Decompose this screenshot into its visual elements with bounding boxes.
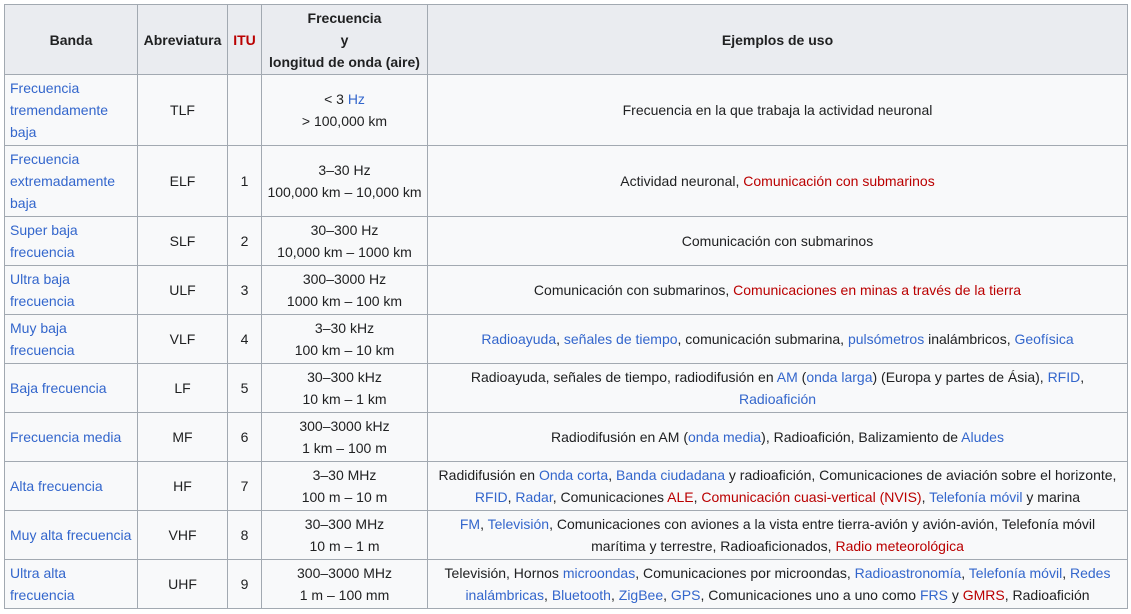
text-segment: , [480, 516, 488, 532]
table-row [5, 413, 1128, 462]
text-segment: , [544, 587, 552, 603]
uses-cell [428, 75, 1128, 146]
frequency-cell [262, 511, 428, 560]
band-name-line: Muy baja [10, 320, 67, 336]
wiki-link[interactable]: Redes [1069, 565, 1111, 581]
header-frecuencia-line1: Frecuencia [307, 9, 382, 26]
itu-cell: 9 [228, 560, 262, 609]
text-segment: , [663, 587, 671, 603]
text-segment: ( [797, 369, 807, 385]
frequency-line [267, 513, 422, 535]
text-segment: 1000 km – 100 km [286, 293, 403, 309]
wiki-link[interactable]: Aludes [961, 429, 1004, 445]
band-name-line: Alta frecuencia [10, 478, 103, 494]
text-segment: Radidifusión en [438, 467, 539, 483]
wiki-link[interactable]: Telefonía móvil [968, 565, 1063, 581]
itu-cell: 7 [228, 462, 262, 511]
wiki-link[interactable]: señales de tiempo [563, 331, 678, 347]
frequency-line [267, 562, 422, 584]
uses-cell [428, 560, 1128, 609]
text-segment: 300–3000 Hz [302, 271, 387, 287]
header-frecuencia-line2: y [340, 31, 349, 48]
frequency-cell [262, 315, 428, 364]
band-name-line: baja [10, 195, 37, 211]
uses-line [433, 562, 1122, 584]
wiki-link[interactable]: Bluetooth [551, 587, 611, 603]
wiki-link[interactable]: RFID [474, 489, 508, 505]
header-frecuencia-line3: longitud de onda (aire) [269, 53, 420, 70]
frequency-bands-table [4, 4, 1128, 609]
text-segment: Comunicación con submarinos, [533, 282, 734, 298]
frequency-line [267, 415, 422, 437]
abbreviation-cell: UHF [138, 560, 228, 609]
uses-line [433, 486, 1122, 508]
frequency-line [267, 317, 422, 339]
table-row [5, 511, 1128, 560]
wiki-link[interactable]: microondas [562, 565, 636, 581]
band-name-line: Frecuencia [10, 151, 80, 167]
wiki-link[interactable]: inalámbricas [465, 587, 545, 603]
text-segment: ), Radioafición, Balizamiento de [761, 429, 962, 445]
band-name-line: Ultra baja [10, 271, 70, 287]
abbreviation-cell: VHF [138, 511, 228, 560]
header-abreviatura[interactable]: Abreviatura [138, 5, 228, 75]
frequency-cell [262, 364, 428, 413]
redlink[interactable]: Comunicaciones en minas a través de la tierra [733, 282, 1022, 298]
uses-cell [428, 217, 1128, 266]
band-cell [5, 364, 138, 413]
uses-line [433, 279, 1122, 301]
abbreviation-cell: ELF [138, 146, 228, 217]
uses-line [433, 584, 1122, 606]
band-cell [5, 146, 138, 217]
wiki-link[interactable]: Banda ciudadana [616, 467, 725, 483]
uses-cell [428, 413, 1128, 462]
frequency-cell [262, 462, 428, 511]
band-link[interactable] [10, 426, 132, 448]
text-segment: Radiodifusión en AM ( [551, 429, 688, 445]
band-name-line: extremadamente [10, 173, 116, 189]
uses-cell [428, 146, 1128, 217]
band-name-line: Frecuencia [10, 80, 80, 96]
text-segment: , [1062, 565, 1070, 581]
wiki-link[interactable]: Radar [515, 489, 553, 505]
wiki-link[interactable]: Radioayuda [481, 331, 557, 347]
abbreviation-cell: LF [138, 364, 228, 413]
frequency-line [267, 437, 422, 459]
itu-cell: 3 [228, 266, 262, 315]
frequency-cell [262, 413, 428, 462]
band-cell [5, 511, 138, 560]
text-segment: 100 km – 10 km [294, 342, 395, 358]
wiki-link[interactable]: Onda corta [538, 467, 609, 483]
wiki-link[interactable]: FM [459, 516, 481, 532]
wiki-link[interactable]: Radioafición [738, 391, 817, 407]
uses-cell [428, 315, 1128, 364]
itu-cell: 8 [228, 511, 262, 560]
uses-line [433, 464, 1122, 486]
uses-cell [428, 266, 1128, 315]
band-name-line: Muy alta frecuencia [10, 527, 132, 543]
text-segment: 30–300 MHz [304, 516, 385, 532]
band-link[interactable] [10, 524, 132, 546]
text-segment: y marina [1022, 489, 1081, 505]
redlink[interactable]: ALE [667, 489, 694, 505]
text-segment: y [947, 587, 963, 603]
abbreviation-cell: MF [138, 413, 228, 462]
wiki-link[interactable]: ZigBee [618, 587, 664, 603]
band-name-line: Baja frecuencia [10, 380, 107, 396]
uses-line [433, 388, 1122, 410]
table-row [5, 75, 1128, 146]
text-segment: , [693, 489, 702, 505]
frequency-cell [262, 217, 428, 266]
text-segment: 100 m – 10 m [301, 489, 388, 505]
band-link[interactable] [10, 268, 132, 312]
table-row [5, 217, 1128, 266]
uses-line [433, 535, 1122, 557]
abbreviation-cell: HF [138, 462, 228, 511]
band-link[interactable] [10, 317, 132, 361]
frequency-line [267, 268, 422, 290]
abbreviation-cell: SLF [138, 217, 228, 266]
text-segment: , [921, 489, 930, 505]
text-segment: 10,000 km – 1000 km [277, 244, 412, 260]
uses-cell [428, 511, 1128, 560]
abbreviation-cell: TLF [138, 75, 228, 146]
frequency-line [267, 584, 422, 606]
band-name-line: frecuencia [10, 587, 75, 603]
wiki-link[interactable]: Radioastronomía [854, 565, 962, 581]
text-segment: , [610, 587, 619, 603]
frequency-line [267, 339, 422, 361]
text-segment: 300–3000 MHz [297, 565, 392, 581]
text-segment: , Comunicaciones con aviones a la vista entre tierra-avión y avión-avión, Telefonía móvil [549, 516, 1096, 532]
wiki-link[interactable]: Telefonía móvil [929, 489, 1023, 505]
frequency-line [267, 110, 422, 132]
text-segment: , [961, 565, 969, 581]
band-name-line: Ultra alta [10, 565, 67, 581]
frequency-cell [262, 146, 428, 217]
wiki-link[interactable]: RFID [1047, 369, 1081, 385]
text-segment: Actividad neuronal, [620, 173, 744, 189]
frequency-line [267, 181, 422, 203]
itu-cell: 4 [228, 315, 262, 364]
band-cell [5, 266, 138, 315]
frequency-line [267, 388, 422, 410]
frequency-cell [262, 266, 428, 315]
wiki-link[interactable]: AM [776, 369, 798, 385]
text-segment: 100,000 km – 10,000 km [267, 184, 422, 200]
text-segment: Radioayuda, señales de tiempo, radiodifusión en [470, 369, 777, 385]
itu-cell [228, 75, 262, 146]
band-cell [5, 560, 138, 609]
text-segment: marítima y terrestre, Radioaficionados, [591, 538, 836, 554]
band-link[interactable] [10, 562, 132, 606]
band-link[interactable] [10, 77, 132, 143]
itu-cell: 6 [228, 413, 262, 462]
frequency-line [267, 366, 422, 388]
wiki-link[interactable]: Geofísica [1014, 331, 1074, 347]
itu-cell: 1 [228, 146, 262, 217]
wiki-link[interactable]: onda media [687, 429, 762, 445]
uses-line [433, 328, 1122, 350]
text-segment: , [608, 467, 616, 483]
wiki-link[interactable]: FRS [919, 587, 948, 603]
frequency-line [267, 464, 422, 486]
text-segment: ) (Europa y partes de Ásia), [872, 369, 1048, 385]
text-segment: 3–30 Hz [318, 162, 371, 178]
band-name-line: Super baja [10, 222, 78, 238]
text-segment: 30–300 Hz [310, 222, 379, 238]
text-segment: 10 km – 1 km [302, 391, 387, 407]
wiki-link[interactable]: Televisión [487, 516, 550, 532]
uses-line [433, 366, 1122, 388]
table-row [5, 364, 1128, 413]
band-cell [5, 217, 138, 266]
uses-line [433, 230, 1122, 252]
table-row [5, 560, 1128, 609]
text-segment: 1 m – 100 mm [299, 587, 390, 603]
frequency-cell [262, 560, 428, 609]
band-name-line: frecuencia [10, 342, 75, 358]
uses-line [433, 99, 1122, 121]
table-row [5, 146, 1128, 217]
text-segment: Televisión, Hornos [444, 565, 563, 581]
wiki-link[interactable]: GPS [670, 587, 701, 603]
redlink[interactable]: Comunicación cuasi-vertical (NVIS) [701, 489, 922, 505]
uses-line [433, 170, 1122, 192]
text-segment: 3–30 MHz [312, 467, 377, 483]
table-row [5, 462, 1128, 511]
frequency-cell [262, 75, 428, 146]
band-cell [5, 413, 138, 462]
redlink[interactable]: GMRS [962, 587, 1005, 603]
band-cell [5, 462, 138, 511]
header-banda[interactable]: Banda [5, 5, 138, 75]
text-segment: y radioafición, Comunicaciones de aviación sobre el horizonte, [725, 467, 1117, 483]
redlink[interactable]: Comunicación con submarinos [743, 173, 935, 189]
band-link[interactable] [10, 148, 132, 214]
table-row [5, 266, 1128, 315]
text-segment: 30–300 kHz [307, 369, 382, 385]
text-segment: > 100,000 km [301, 113, 388, 129]
text-segment: , Comunicaciones uno a uno como [700, 587, 920, 603]
text-segment: , Radioafición [1004, 587, 1090, 603]
text-segment: , Comunicaciones [552, 489, 668, 505]
band-name-line: baja [10, 124, 37, 140]
text-segment: 1 km – 100 m [302, 440, 387, 456]
itu-cell: 5 [228, 364, 262, 413]
text-segment: inalámbricos, [924, 331, 1015, 347]
frequency-line [267, 88, 422, 110]
header-row [5, 5, 1128, 75]
frequency-line [267, 159, 422, 181]
frequency-line [267, 535, 422, 557]
band-cell [5, 75, 138, 146]
text-segment: , [556, 331, 564, 347]
itu-link[interactable]: ITU [233, 31, 256, 48]
redlink[interactable]: Radio meteorológica [835, 538, 964, 554]
text-segment: 3–30 kHz [314, 320, 375, 336]
text-segment: , comunicación submarina, [677, 331, 848, 347]
table-row [5, 315, 1128, 364]
band-link[interactable] [10, 475, 132, 497]
frequency-line [267, 219, 422, 241]
text-segment: Comunicación con submarinos [681, 233, 874, 249]
header-itu[interactable] [228, 5, 262, 75]
text-segment: 300–3000 kHz [299, 418, 390, 434]
itu-cell: 2 [228, 217, 262, 266]
wiki-link[interactable]: onda larga [806, 369, 873, 385]
frequency-line [267, 290, 422, 312]
abbreviation-cell: VLF [138, 315, 228, 364]
frequency-line [267, 486, 422, 508]
uses-cell [428, 364, 1128, 413]
uses-cell [428, 462, 1128, 511]
wiki-link[interactable]: Hz [347, 91, 365, 107]
text-segment: , [1080, 369, 1085, 385]
band-link[interactable] [10, 377, 132, 399]
band-name-line: tremendamente [10, 102, 109, 118]
uses-line [433, 426, 1122, 448]
band-name-line: frecuencia [10, 244, 75, 260]
text-segment: Frecuencia en la que trabaja la actividad neuronal [622, 102, 933, 118]
band-name-line: Frecuencia media [10, 429, 122, 445]
table-body [5, 75, 1128, 609]
text-segment: , [507, 489, 516, 505]
band-link[interactable] [10, 219, 132, 263]
uses-line [433, 513, 1122, 535]
text-segment: 10 m – 1 m [309, 538, 380, 554]
text-segment: , Comunicaciones por microondas, [635, 565, 855, 581]
band-cell [5, 315, 138, 364]
band-name-line: frecuencia [10, 293, 75, 309]
abbreviation-cell: ULF [138, 266, 228, 315]
header-ejemplos[interactable]: Ejemplos de uso [428, 5, 1128, 75]
text-segment: < 3 [324, 91, 348, 107]
frequency-line [267, 241, 422, 263]
header-frecuencia[interactable] [262, 5, 428, 75]
wiki-link[interactable]: pulsómetros [847, 331, 925, 347]
